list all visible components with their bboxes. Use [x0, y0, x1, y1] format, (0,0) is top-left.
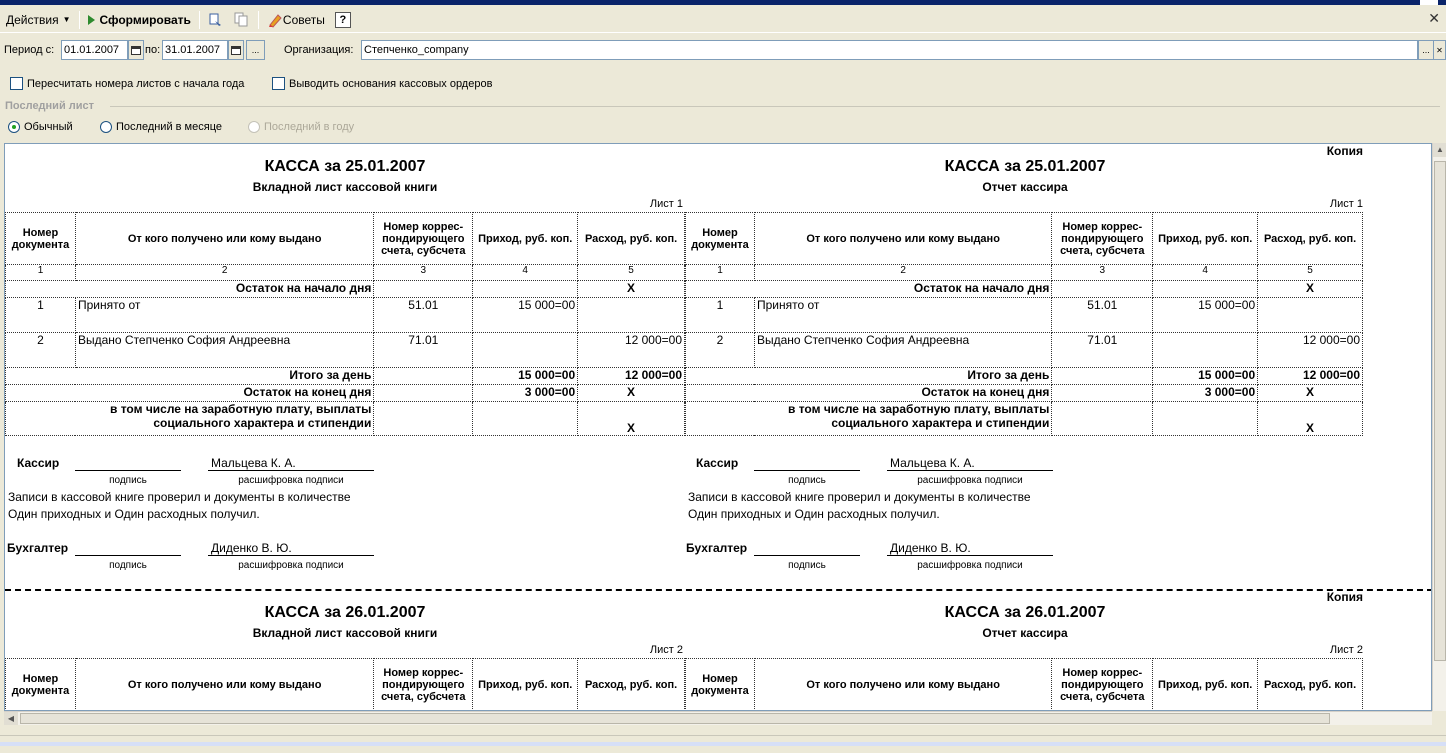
decode-caption: расшифровка подписи — [238, 475, 344, 486]
col-header: От кого получено или кому выдано — [75, 213, 373, 265]
salary-label — [686, 402, 1052, 436]
total-label: Итого за день — [686, 368, 1052, 385]
cash-table-right — [685, 212, 1363, 436]
from-to: Выдано Степченко София Андреевна — [75, 333, 373, 368]
close-icon[interactable]: ✕ — [1428, 10, 1440, 26]
scroll-left-icon[interactable]: ◀ — [4, 712, 18, 725]
col-number-row — [6, 265, 685, 281]
cashier-name: Мальцева К. А. — [211, 456, 296, 470]
expense — [578, 298, 685, 333]
signature-line — [208, 555, 374, 556]
scroll-thumb[interactable] — [20, 713, 1330, 724]
accountant-name: Диденко В. Ю. — [890, 541, 971, 555]
col-number: 5 — [1258, 265, 1363, 281]
sign-caption: подпись — [788, 475, 826, 486]
decode-caption: расшифровка подписи — [917, 475, 1023, 486]
opening-label: Остаток на начало дня — [6, 281, 374, 298]
horizontal-scrollbar[interactable] — [4, 711, 1432, 725]
cash-table-left — [5, 658, 685, 711]
vertical-scrollbar[interactable] — [1432, 143, 1446, 711]
income: 15 000=00 — [473, 298, 578, 333]
actions-menu-button[interactable] — [2, 9, 75, 31]
status-bar — [0, 735, 1446, 753]
organization-input[interactable]: Степченко_company — [361, 40, 1418, 60]
closing-label: Остаток на конец дня — [6, 385, 374, 402]
from-to: Выдано Степченко София Андреевна — [754, 333, 1051, 368]
income — [1153, 333, 1258, 368]
col-header: Расход, руб. коп. — [578, 659, 685, 711]
salary-row — [686, 402, 1363, 436]
opening-balance-row — [686, 281, 1363, 298]
radio-normal-label: Обычный — [24, 121, 73, 133]
cash-table-left — [5, 212, 685, 436]
closing-income: 3 000=00 — [473, 385, 578, 402]
opening-balance-row — [6, 281, 685, 298]
recount-label: Пересчитать номера листов с начала года — [27, 77, 245, 90]
title-bar — [0, 0, 1446, 5]
col-number: 1 — [6, 265, 76, 281]
closing-label: Остаток на конец дня — [686, 385, 1052, 402]
sheet-subtitle: Вкладной лист кассовой книги — [252, 626, 438, 640]
sheet-number: Лист 2 — [1329, 644, 1363, 656]
col-header: Приход, руб. коп. — [1153, 213, 1258, 265]
radio-last-month-label: Последний в месяце — [116, 121, 222, 133]
sign-caption: подпись — [788, 560, 826, 571]
cell — [374, 385, 473, 402]
calendar-from-button[interactable] — [128, 40, 144, 60]
salary-expense: Х — [578, 402, 685, 436]
salary-line2: социального характера и стипендии — [831, 416, 1050, 430]
col-number: 2 — [75, 265, 373, 281]
signature-line — [754, 470, 860, 471]
signature-line — [75, 470, 181, 471]
corr-account: 71.01 — [1052, 333, 1153, 368]
col-header: От кого получено или кому выдано — [754, 659, 1051, 711]
col-header: Приход, руб. коп. — [473, 213, 578, 265]
col-header: От кого получено или кому выдано — [75, 659, 373, 711]
checkbox-box — [10, 77, 23, 90]
opening-label: Остаток на начало дня — [686, 281, 1052, 298]
sheet-subtitle: Отчет кассира — [982, 626, 1068, 640]
total-expense: 12 000=00 — [1258, 368, 1363, 385]
radio-selected-icon — [8, 121, 20, 133]
generate-label: Сформировать — [99, 12, 191, 27]
sheet-title: КАССА за 25.01.2007 — [944, 158, 1106, 175]
col-number: 4 — [473, 265, 578, 281]
table-header-row — [686, 213, 1363, 265]
col-header: Расход, руб. коп. — [578, 213, 685, 265]
cell — [1052, 402, 1153, 436]
dropdown-arrow-icon: ▼ — [62, 15, 71, 24]
period-row — [0, 40, 1446, 60]
sheet-title: КАССА за 26.01.2007 — [264, 604, 426, 621]
calendar-icon — [231, 46, 241, 55]
total-income: 15 000=00 — [473, 368, 578, 385]
checked-line2: Один приходных и Один расходных получил. — [8, 507, 260, 521]
cell — [374, 281, 473, 298]
col-header: Приход, руб. коп. — [473, 659, 578, 711]
cell — [374, 402, 473, 436]
opening-expense: Х — [1258, 281, 1363, 298]
accountant-label: Бухгалтер — [686, 541, 748, 555]
period-to-input[interactable]: 31.01.2007 — [162, 40, 228, 60]
cell — [374, 368, 473, 385]
sheet-subtitle: Отчет кассира — [982, 180, 1068, 194]
play-icon — [88, 15, 95, 25]
table-row — [686, 298, 1363, 333]
decode-caption: расшифровка подписи — [917, 560, 1023, 571]
organization-select-button[interactable]: ... — [1418, 40, 1434, 60]
total-income: 15 000=00 — [1153, 368, 1258, 385]
sheet-number: Лист 1 — [1329, 198, 1363, 210]
opening-expense: Х — [578, 281, 685, 298]
toolbar-separator — [258, 11, 259, 29]
checkbox-box — [272, 77, 285, 90]
expense — [1258, 298, 1363, 333]
corr-account: 51.01 — [1052, 298, 1153, 333]
salary-line1: в том числе на заработную плату, выплаты — [788, 402, 1050, 416]
cell — [473, 281, 578, 298]
cashier-label: Кассир — [696, 456, 739, 470]
signature-line — [75, 555, 181, 556]
cashier-name: Мальцева К. А. — [890, 456, 975, 470]
col-header: Номер документа — [686, 659, 755, 711]
sign-caption: подпись — [109, 475, 147, 486]
signature-line — [208, 470, 374, 471]
expense: 12 000=00 — [578, 333, 685, 368]
group-divider — [110, 106, 1440, 107]
signature-line — [887, 470, 1053, 471]
doc-num: 2 — [686, 333, 755, 368]
sign-caption: подпись — [109, 560, 147, 571]
organization-clear-button[interactable] — [1433, 40, 1446, 60]
col-header: Номер документа — [686, 213, 755, 265]
corr-account: 51.01 — [374, 298, 473, 333]
scroll-up-icon[interactable]: ▲ — [1433, 143, 1446, 157]
settings-icon — [208, 12, 224, 28]
calendar-icon — [131, 46, 141, 55]
checked-line2: Один приходных и Один расходных получил. — [688, 507, 940, 521]
tips-button[interactable] — [263, 9, 329, 31]
toolbar — [0, 7, 1446, 33]
accountant-name: Диденко В. Ю. — [211, 541, 292, 555]
doc-num: 1 — [686, 298, 755, 333]
col-header: Номер коррес-пондирующего счета, субсчета — [374, 213, 473, 265]
cell — [1153, 281, 1258, 298]
table-header-row — [6, 659, 685, 711]
signature-line — [887, 555, 1053, 556]
period-from-label: Период с: — [4, 44, 55, 56]
salary-expense: Х — [1258, 402, 1363, 436]
radio-disabled-icon — [248, 121, 260, 133]
show-reasons-label: Выводить основания кассовых ордеров — [289, 77, 493, 90]
cell — [1052, 385, 1153, 402]
window-close-icon[interactable] — [1420, 0, 1438, 5]
checked-line1: Записи в кассовой книге проверил и документы в количестве — [8, 490, 351, 504]
col-header: Приход, руб. коп. — [1153, 659, 1258, 711]
col-number-row — [686, 265, 1363, 281]
radio-icon — [100, 121, 112, 133]
cell — [1153, 402, 1258, 436]
salary-line1: в том числе на заработную плату, выплаты — [110, 402, 372, 416]
sheet-title: КАССА за 26.01.2007 — [944, 604, 1106, 621]
salary-line2: социального характера и стипендии — [153, 416, 372, 430]
toolbar-separator — [79, 11, 80, 29]
status-band — [0, 742, 1446, 746]
help-icon: ? — [335, 12, 351, 28]
radio-last-year — [248, 121, 354, 133]
toolbar-separator — [199, 11, 200, 29]
col-header: Номер документа — [6, 213, 76, 265]
from-to: Принято от — [75, 298, 373, 333]
scroll-thumb[interactable] — [1434, 161, 1446, 661]
col-number: 4 — [1153, 265, 1258, 281]
decode-caption: расшифровка подписи — [238, 560, 344, 571]
kopia-label: Копия — [1326, 144, 1363, 158]
total-row — [686, 368, 1363, 385]
income — [473, 333, 578, 368]
sheet-number: Лист 1 — [649, 198, 683, 210]
actions-label: Действия — [6, 12, 59, 27]
col-number: 3 — [374, 265, 473, 281]
checked-line1: Записи в кассовой книге проверил и документы в количестве — [688, 490, 1031, 504]
col-header: Номер коррес-пондирующего счета, субсчета — [1052, 213, 1153, 265]
table-row — [6, 333, 685, 368]
closing-expense: Х — [1258, 385, 1363, 402]
radio-normal[interactable] — [8, 121, 73, 133]
settings-button[interactable] — [204, 9, 228, 31]
col-number: 1 — [686, 265, 755, 281]
total-row — [6, 368, 685, 385]
radio-last-year-label: Последний в году — [264, 121, 355, 133]
col-header: Номер коррес-пондирующего счета, субсчета — [1052, 659, 1153, 711]
accountant-label: Бухгалтер — [7, 541, 69, 555]
copy-button[interactable] — [230, 9, 254, 31]
doc-num: 1 — [6, 298, 76, 333]
cash-table-right — [685, 658, 1363, 711]
salary-label — [6, 402, 374, 436]
closing-expense: Х — [578, 385, 685, 402]
sheet-subtitle: Вкладной лист кассовой книги — [252, 180, 438, 194]
cell — [1052, 368, 1153, 385]
cell — [473, 402, 578, 436]
col-number: 3 — [1052, 265, 1153, 281]
report-spreadsheet[interactable] — [4, 143, 1432, 711]
closing-balance-row — [686, 385, 1363, 402]
period-select-button[interactable]: ... — [246, 40, 265, 60]
pencil-icon — [267, 12, 283, 28]
col-number: 2 — [754, 265, 1051, 281]
table-header-row — [686, 659, 1363, 711]
total-expense: 12 000=00 — [578, 368, 685, 385]
signature-line — [754, 555, 860, 556]
col-header: Расход, руб. коп. — [1258, 213, 1363, 265]
total-label: Итого за день — [6, 368, 374, 385]
col-header: Номер коррес-пондирующего счета, субсчета — [374, 659, 473, 711]
period-from-input[interactable]: 01.01.2007 — [61, 40, 128, 60]
calendar-to-button[interactable] — [228, 40, 244, 60]
table-row — [686, 333, 1363, 368]
copy-icon — [234, 12, 250, 28]
show-reasons-checkbox[interactable] — [272, 77, 492, 90]
col-header: Расход, руб. коп. — [1258, 659, 1363, 711]
help-button[interactable] — [331, 9, 355, 31]
sheet-number: Лист 2 — [649, 644, 683, 656]
generate-button[interactable] — [84, 9, 195, 31]
salary-row — [6, 402, 685, 436]
table-row — [6, 298, 685, 333]
table-header-row — [6, 213, 685, 265]
doc-num: 2 — [6, 333, 76, 368]
col-number: 5 — [578, 265, 685, 281]
expense: 12 000=00 — [1258, 333, 1363, 368]
cell — [1052, 281, 1153, 298]
closing-income: 3 000=00 — [1153, 385, 1258, 402]
col-header: От кого получено или кому выдано — [754, 213, 1051, 265]
clear-icon: ✕ — [1436, 45, 1443, 55]
income: 15 000=00 — [1153, 298, 1258, 333]
recount-checkbox[interactable] — [10, 77, 244, 90]
col-header: Номер документа — [6, 659, 76, 711]
period-to-label: по: — [145, 44, 161, 56]
radio-last-month[interactable] — [100, 121, 222, 133]
tips-label: Советы — [282, 12, 325, 27]
corr-account: 71.01 — [374, 333, 473, 368]
closing-balance-row — [6, 385, 685, 402]
sheet-title: КАССА за 25.01.2007 — [264, 158, 426, 175]
last-sheet-group-title: Последний лист — [5, 100, 95, 112]
kopia-label: Копия — [1326, 590, 1363, 604]
organization-label: Организация: — [284, 44, 354, 56]
cashier-label: Кассир — [17, 456, 60, 470]
from-to: Принято от — [754, 298, 1051, 333]
